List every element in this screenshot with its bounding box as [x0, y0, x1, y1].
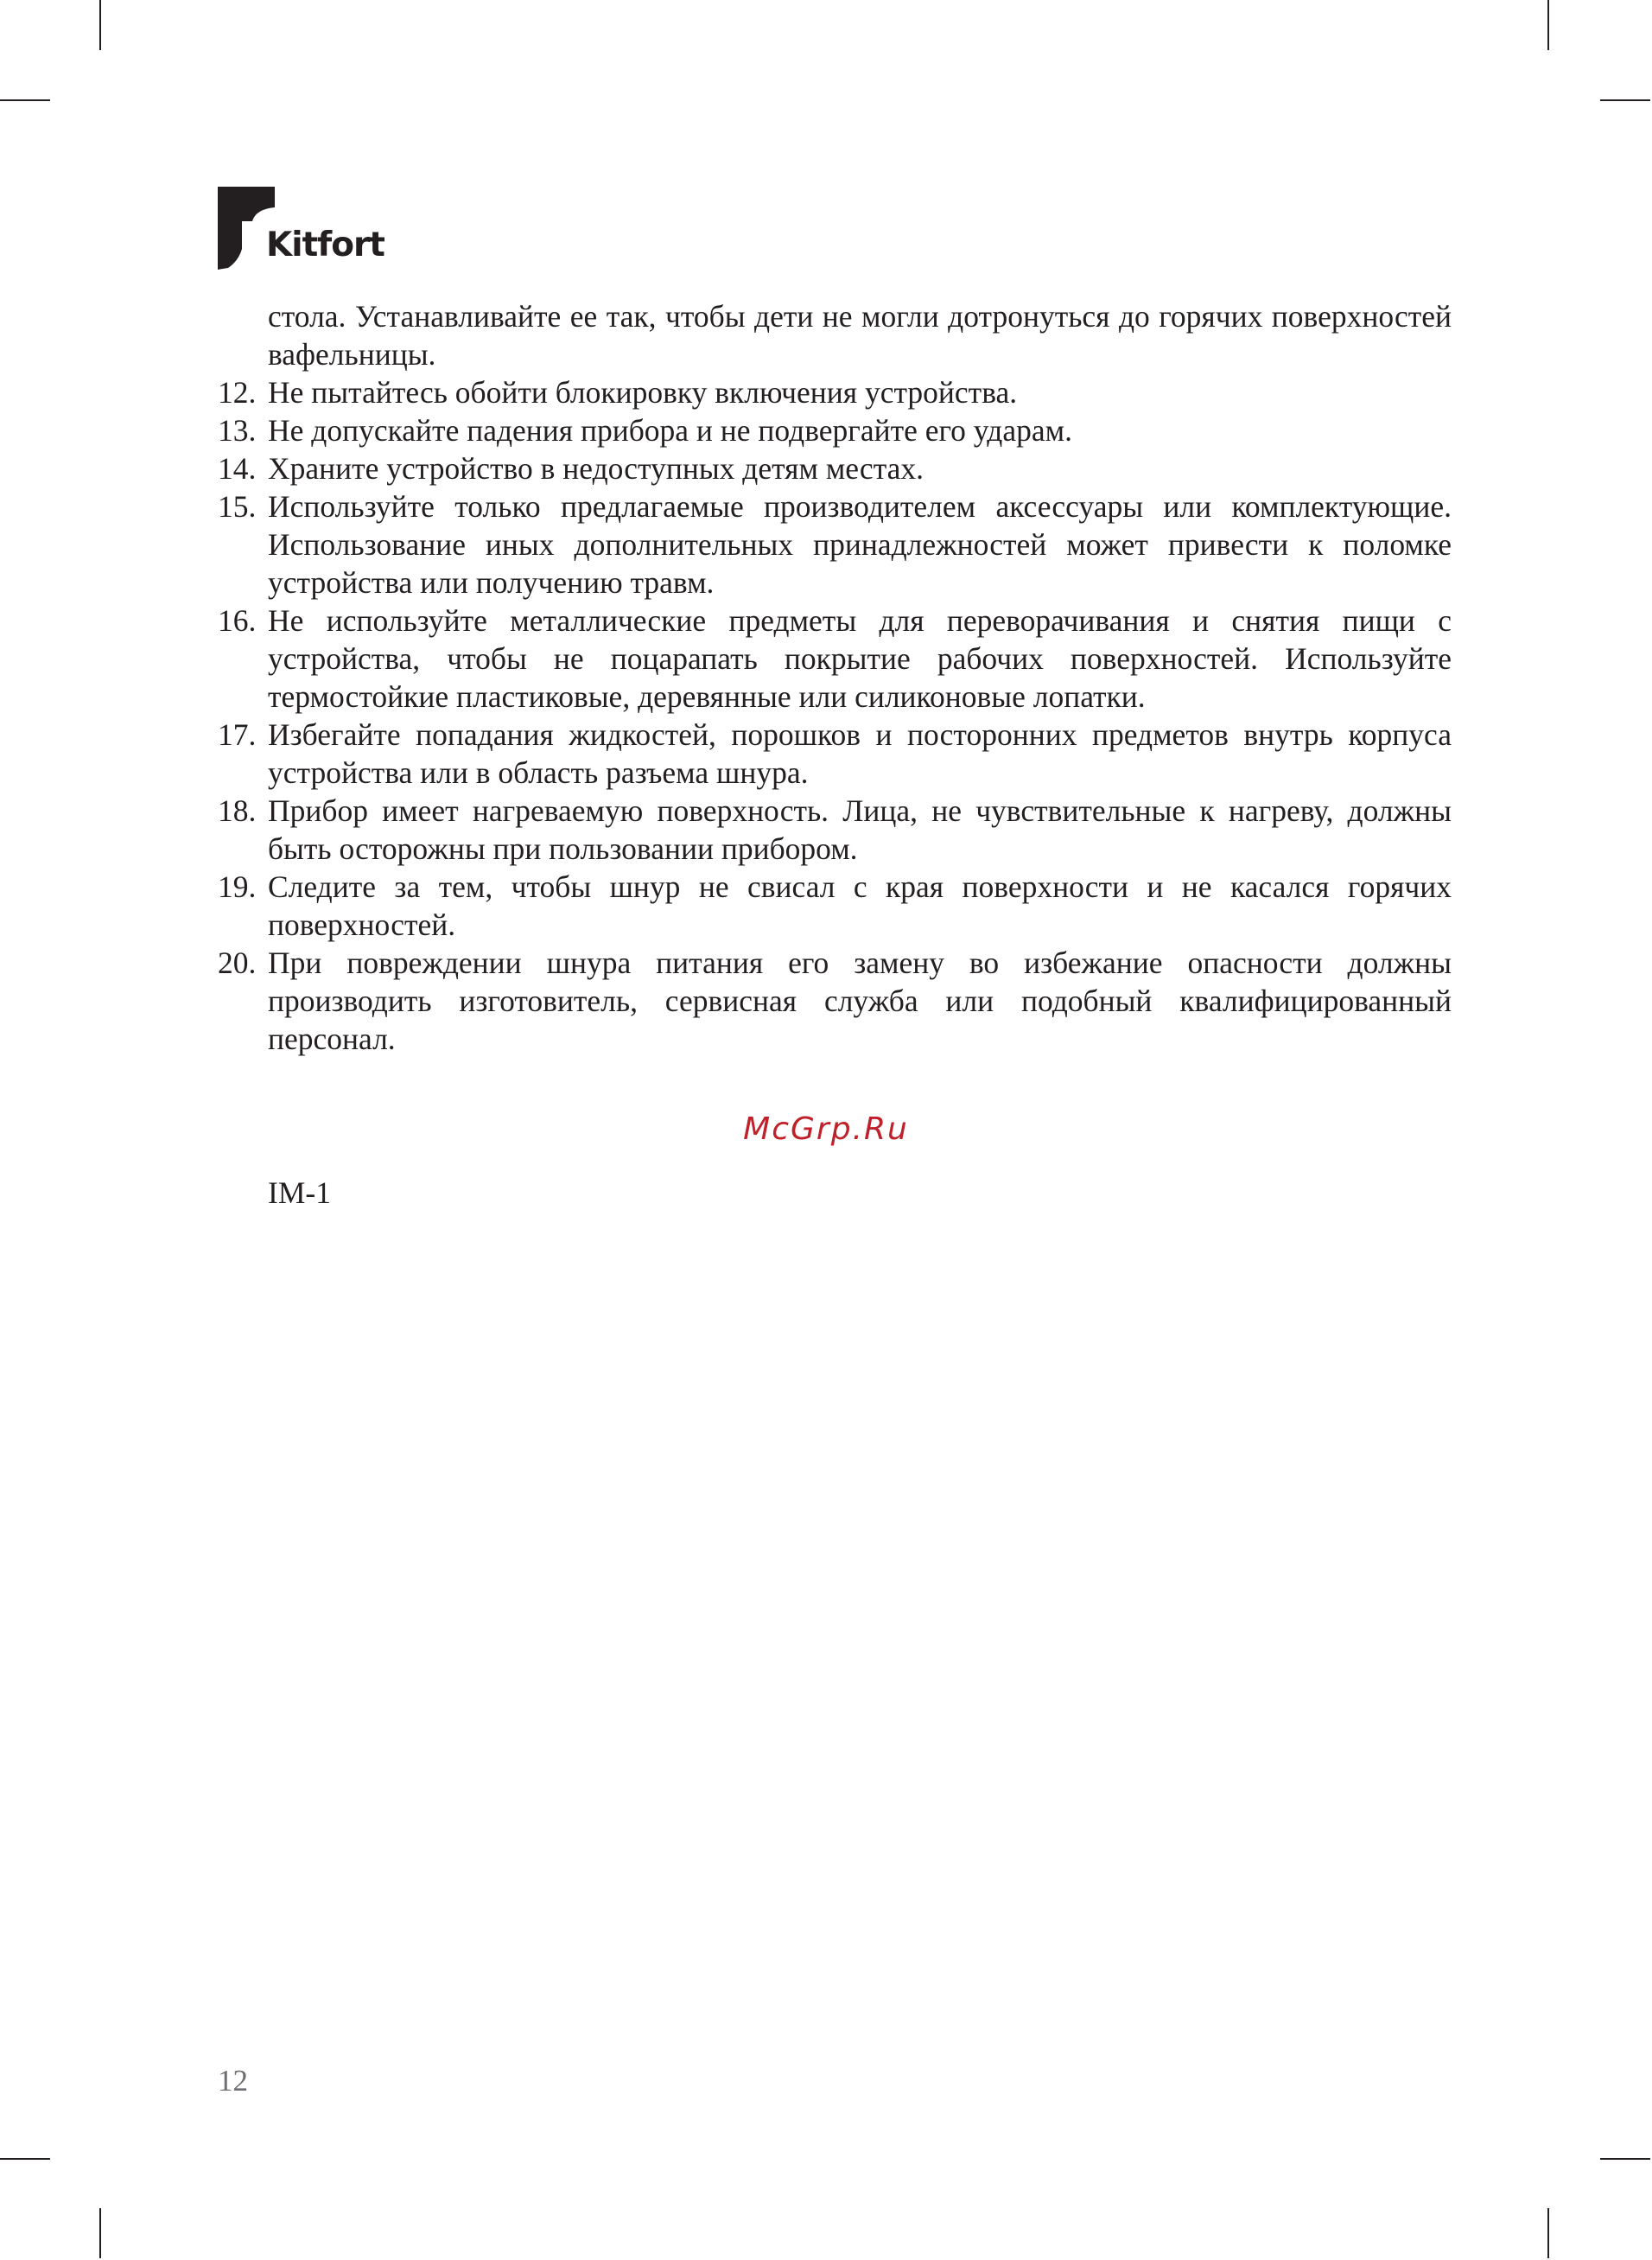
list-item-number: 17. — [218, 717, 257, 752]
list-item-text: Не пытайтесь обойти блокировку включения устройства. — [268, 375, 1018, 410]
list-item — [218, 449, 1452, 487]
list-item — [218, 716, 1452, 792]
list-item-number: 12. — [218, 375, 257, 410]
list-item-text: Не допускайте падения прибора и не подвергайте его ударам. — [268, 413, 1072, 448]
intro-paragraph: стола. Устанавливайте ее так, чтобы дети не могли дотронуться до горячих поверхностей вафельницы. — [268, 299, 1452, 372]
list-item — [218, 373, 1452, 411]
crop-mark-top-left — [99, 0, 101, 50]
safety-rules-list — [218, 373, 1452, 1058]
list-item-text: Храните устройство в недоступных детям местах. — [268, 451, 924, 486]
list-item-text: Избегайте попадания жидкостей, порошков и посторонних предметов внутрь корпуса устройства или в область разъема шнура. — [268, 717, 1452, 790]
crop-mark-top-left-h — [0, 99, 50, 101]
list-item-number: 20. — [218, 945, 257, 980]
document-code: IM-1 — [268, 1175, 331, 1210]
list-item-number: 19. — [218, 869, 257, 904]
list-item-number: 15. — [218, 489, 257, 524]
crop-mark-top-right — [1547, 0, 1549, 50]
list-item-text: Следите за тем, чтобы шнур не свисал с края поверхности и не касался горячих поверхностей. — [268, 869, 1452, 942]
list-item-number: 18. — [218, 793, 257, 828]
list-item — [218, 411, 1452, 449]
watermark-link[interactable]: McGrp.Ru — [743, 1111, 909, 1147]
crop-mark-bottom-right — [1547, 2208, 1549, 2258]
list-item — [218, 792, 1452, 868]
brand-logo — [218, 187, 391, 273]
crop-mark-bottom-left-h — [0, 2158, 50, 2160]
crop-mark-top-right-h — [1600, 99, 1650, 101]
list-item — [218, 944, 1452, 1058]
crop-mark-bottom-right-h — [1600, 2158, 1650, 2160]
list-item-number: 16. — [218, 603, 257, 638]
list-item — [218, 868, 1452, 944]
list-item-text: При повреждении шнура питания его замену во избежание опасности должны производить изготовитель, сервисная служба или подобный квалифицированный персонал. — [268, 945, 1452, 1056]
brand-name: Kitfort — [266, 226, 384, 264]
list-item-number: 14. — [218, 451, 257, 486]
list-item-number: 13. — [218, 413, 257, 448]
list-item-text: Прибор имеет нагреваемую поверхность. Лица, не чувствительные к нагреву, должны быть осторожны при пользовании прибором. — [268, 793, 1452, 866]
list-item — [218, 487, 1452, 602]
list-item — [218, 602, 1452, 716]
list-item-text: Используйте только предлагаемые производителем аксессуары или комплектующие. Использование иных дополнительных принадлежностей может привести к поломке устройства или получению травм. — [268, 489, 1452, 600]
page-number: 12 — [218, 2064, 248, 2098]
instructions-body — [218, 297, 1452, 1058]
crop-mark-bottom-left — [99, 2208, 101, 2258]
list-item-text: Не используйте металлические предметы для переворачивания и снятия пищи с устройства, чтобы не поцарапать покрытие рабочих поверхностей. Используйте термостойкие пластиковые, деревянные или силиконовые лопатки. — [268, 603, 1452, 714]
